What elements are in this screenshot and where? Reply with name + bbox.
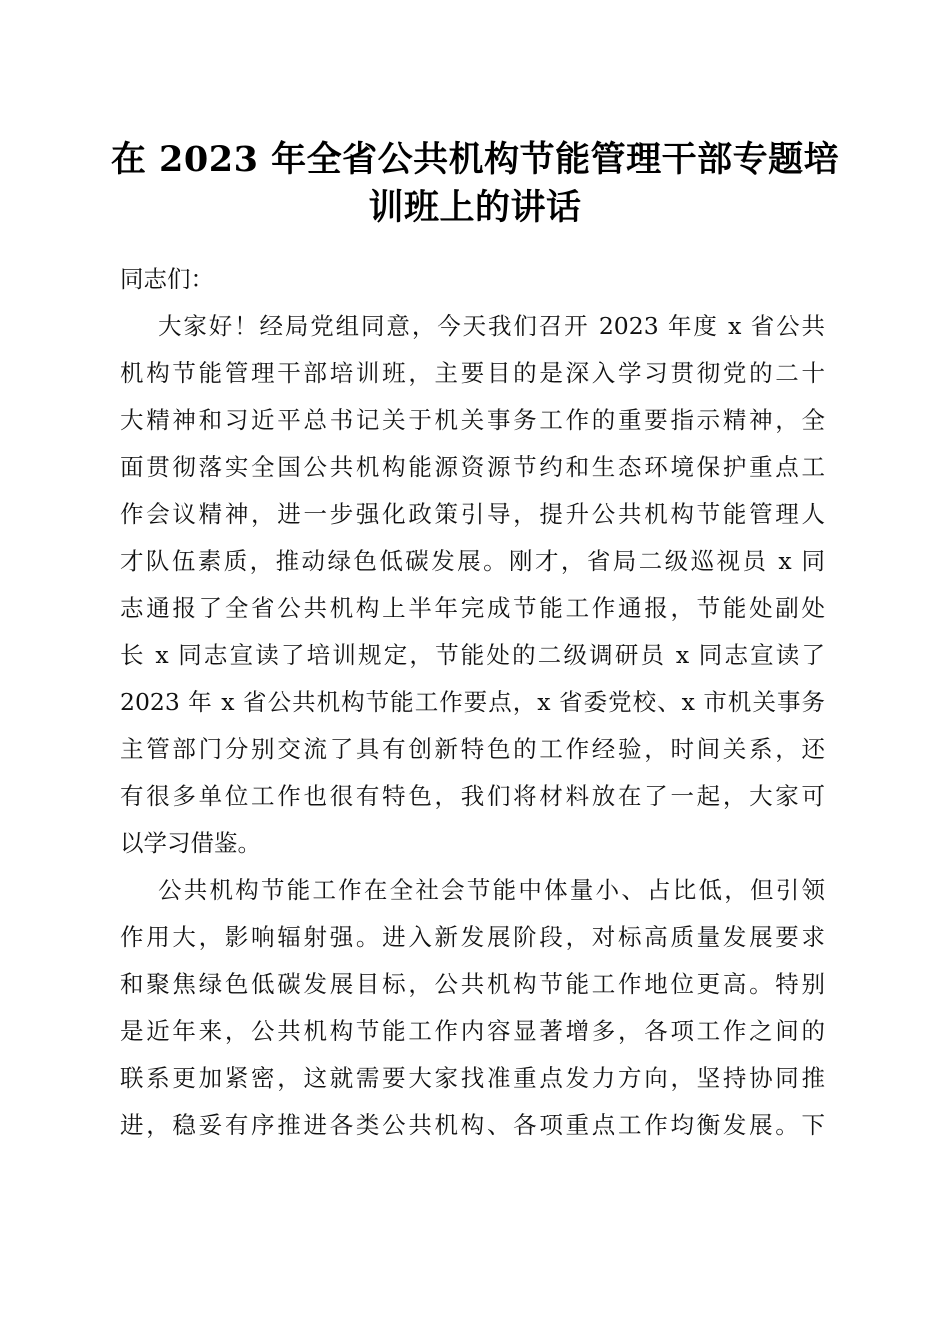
- paragraph-line: 作会议精神，进一步强化政策引导，提升公共机构节能管理人: [120, 500, 825, 528]
- paragraph-line: 是近年来，公共机构节能工作内容显著增多，各项工作之间的: [120, 1017, 825, 1045]
- paragraph-line: 主管部门分别交流了具有创新特色的工作经验，时间关系，还: [120, 735, 825, 763]
- paragraph-line: 作用大，影响辐射强。进入新发展阶段，对标高质量发展要求: [120, 923, 825, 951]
- paragraph-line: 进，稳妥有序推进各类公共机构、各项重点工作均衡发展。下: [120, 1111, 825, 1139]
- paragraph-line: 公共机构节能工作在全社会节能中体量小、占比低，但引领: [158, 876, 825, 904]
- paragraph-line: 2023 年 x 省公共机构节能工作要点，x 省委党校、x 市机关事务: [120, 688, 825, 716]
- paragraph-line: 以学习借鉴。: [120, 829, 261, 857]
- paragraph-line: 大家好！经局党组同意，今天我们召开 2023 年度 x 省公共: [158, 312, 825, 340]
- document-body: [120, 256, 825, 1149]
- paragraph-line: 机构节能管理干部培训班，主要目的是深入学习贯彻党的二十: [120, 359, 825, 387]
- paragraph-line: 联系更加紧密，这就需要大家找准重点发力方向，坚持协同推: [120, 1064, 825, 1092]
- paragraph-line: 长 x 同志宣读了培训规定，节能处的二级调研员 x 同志宣读了: [120, 641, 825, 669]
- paragraph-line: 才队伍素质，推动绿色低碳发展。刚才，省局二级巡视员 x 同: [120, 547, 825, 575]
- paragraph-line: 和聚焦绿色低碳发展目标，公共机构节能工作地位更高。特别: [120, 970, 825, 998]
- salutation: 同志们：: [120, 265, 214, 293]
- paragraph-line: 志通报了全省公共机构上半年完成节能工作通报，节能处副处: [120, 594, 825, 622]
- paragraph-line: 有很多单位工作也很有特色，我们将材料放在了一起，大家可: [120, 782, 825, 810]
- document-title: [110, 136, 840, 232]
- paragraph: [120, 303, 825, 867]
- paragraph: [120, 867, 825, 1149]
- title-line: 训班上的讲话: [368, 187, 582, 228]
- title-line: 在 2023 年全省公共机构节能管理干部专题培: [110, 139, 840, 180]
- paragraph-line: 面贯彻落实全国公共机构能源资源节约和生态环境保护重点工: [120, 453, 825, 481]
- paragraph-line: 大精神和习近平总书记关于机关事务工作的重要指示精神，全: [120, 406, 825, 434]
